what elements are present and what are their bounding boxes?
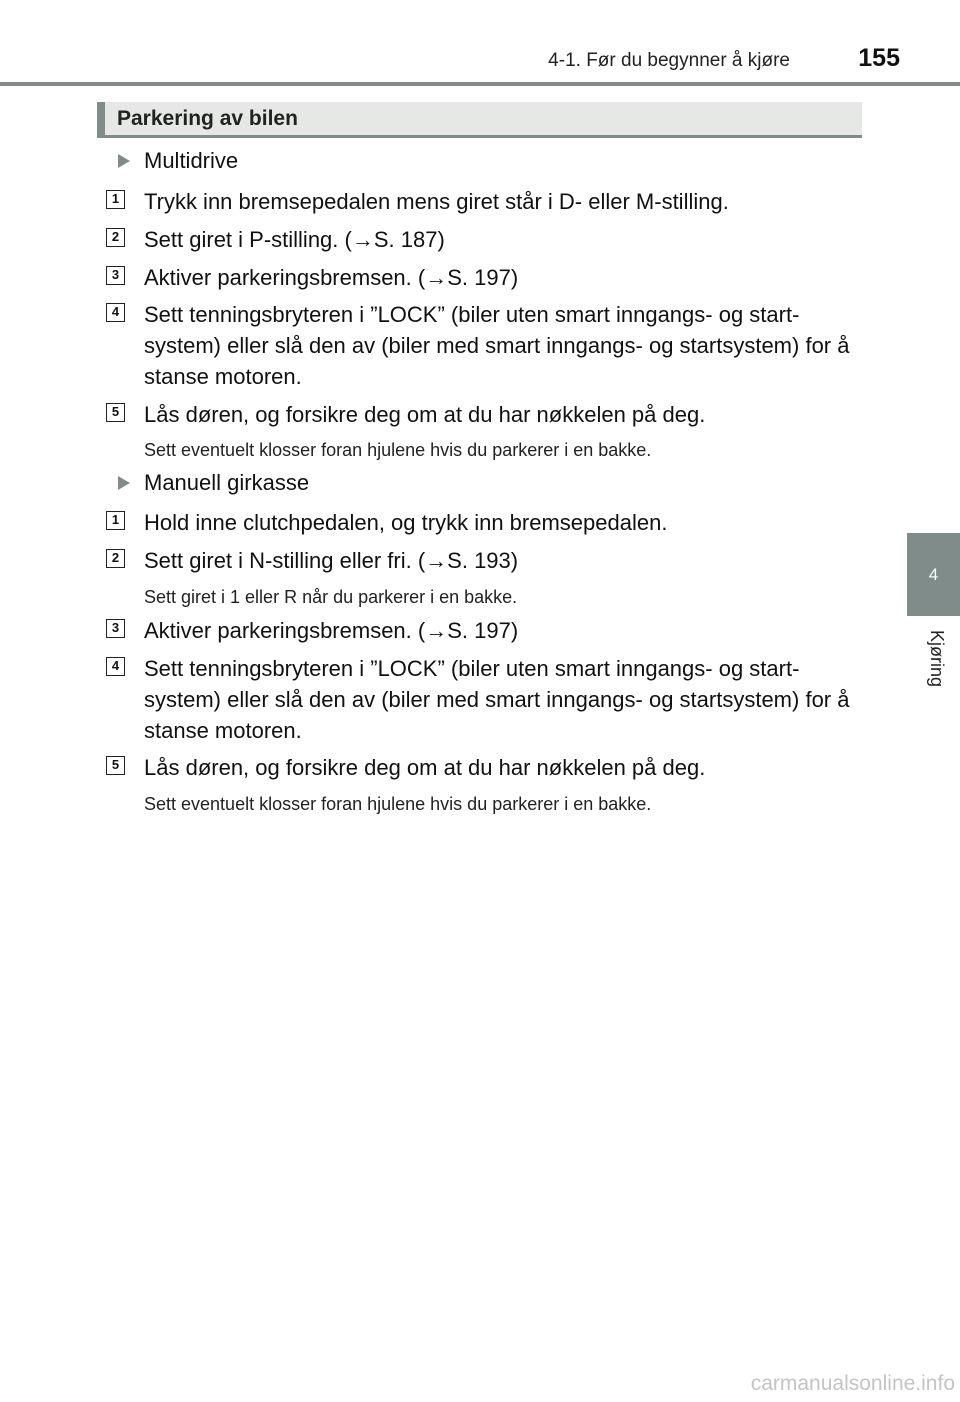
triangle-bullet-icon <box>118 476 130 490</box>
subhead-label: Manuell girkasse <box>144 470 310 495</box>
step-note: Sett giret i 1 eller R når du parkerer i en bakke. <box>144 587 518 607</box>
step-note: Sett eventuelt klosser foran hjulene hvis du parkerer i en bakke. <box>144 794 652 814</box>
step-number-badge: 5 <box>106 403 125 422</box>
section-title: Parkering av bilen <box>117 106 298 130</box>
step-number-badge: 1 <box>106 511 125 530</box>
step-item <box>106 186 866 217</box>
step-item <box>106 615 866 646</box>
step-text: Lås døren, og forsikre deg om at du har nøkkelen på deg. <box>144 755 706 780</box>
step-number-badge: 2 <box>106 228 125 247</box>
footer-watermark: carmanualsonline.info <box>750 1372 955 1395</box>
step-item <box>106 507 866 538</box>
triangle-bullet-icon <box>118 154 130 168</box>
step-note: Sett eventuelt klosser foran hjulene hvis du parkerer i en bakke. <box>144 440 652 460</box>
step-text: Hold inne clutchpedalen, og trykk inn bremsepedalen. <box>144 510 668 535</box>
step-text: Aktiver parkeringsbremsen. (→S. 197) <box>144 618 519 643</box>
step-item <box>106 545 866 576</box>
subhead-label: Multidrive <box>144 148 239 173</box>
step-item <box>106 653 866 746</box>
step-text: Sett tenningsbryteren i ”LOCK” (biler uten smart inngangs- og start-system) eller slå den av (biler med smart inngangs- og startsystem) for å stanse motoren. <box>144 656 850 743</box>
header-chapter: 4-1. Før du begynner å kjøre <box>548 50 790 71</box>
page-number: 155 <box>858 44 900 72</box>
step-number-badge: 4 <box>106 657 125 676</box>
subhead-multidrive <box>118 148 238 174</box>
chapter-tab-number: 4 <box>928 564 939 584</box>
step-item <box>106 262 866 293</box>
step-text: Sett giret i P-stilling. (→S. 187) <box>144 227 445 252</box>
step-number-badge: 2 <box>106 549 125 568</box>
step-text: Sett tenningsbryteren i ”LOCK” (biler uten smart inngangs- og start-system) eller slå den av (biler med smart inngangs- og startsystem) for å stanse motoren. <box>144 302 850 389</box>
step-text: Trykk inn bremsepedalen mens giret står i D- eller M-stilling. <box>144 189 729 214</box>
step-item <box>106 399 866 430</box>
step-number-badge: 3 <box>106 266 125 285</box>
step-number-badge: 5 <box>106 756 125 775</box>
step-item <box>106 224 866 255</box>
step-text: Aktiver parkeringsbremsen. (→S. 197) <box>144 265 519 290</box>
step-text: Lås døren, og forsikre deg om at du har nøkkelen på deg. <box>144 402 706 427</box>
step-number-badge: 1 <box>106 190 125 209</box>
step-item <box>106 752 866 783</box>
step-number-badge: 3 <box>106 619 125 638</box>
subhead-manual <box>118 470 309 496</box>
step-number-badge: 4 <box>106 303 125 322</box>
step-item <box>106 299 866 392</box>
chapter-tab-label: Kjøring <box>927 630 947 688</box>
step-text: Sett giret i N-stilling eller fri. (→S. 193) <box>144 548 519 573</box>
